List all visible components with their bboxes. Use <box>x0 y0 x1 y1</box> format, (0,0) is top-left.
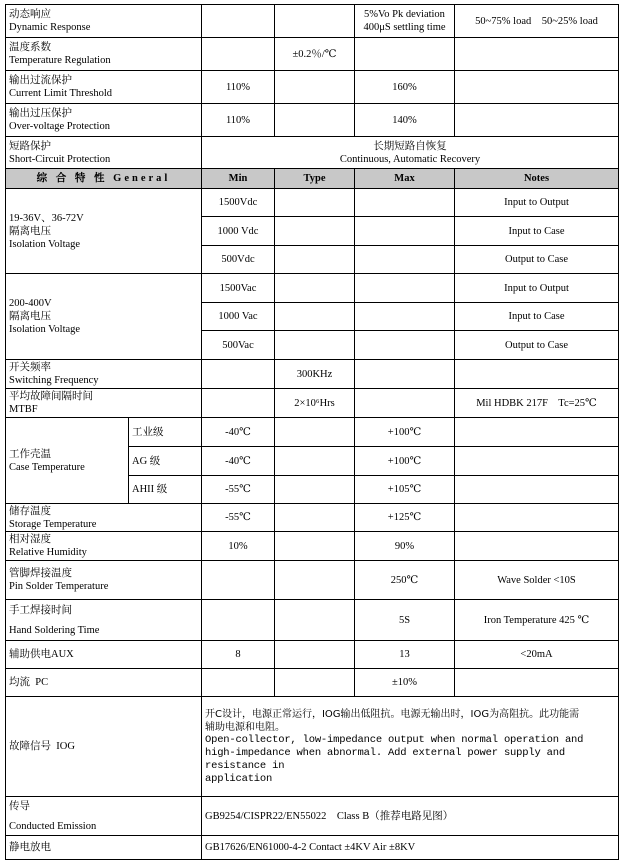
typ-cell <box>275 71 355 104</box>
typ-cell: ±0.2％/℃ <box>275 38 355 71</box>
value-en: Continuous, Automatic Recovery <box>339 153 481 165</box>
iog-zh-line: 开C设计，电源正常运行，IOG输出低阻抗。电源无输出时，IOG为高阻抗。此功能需 <box>205 708 580 720</box>
row-conducted-emission <box>6 797 619 836</box>
param-zh: 平均故障间隔时间 <box>9 391 93 402</box>
max-cell <box>355 217 455 246</box>
row-relative-humidity <box>6 532 619 561</box>
row-current-limit <box>6 71 619 104</box>
row-pc <box>6 669 619 697</box>
spec-table <box>5 4 619 860</box>
param-en: Switching Frequency <box>9 375 99 386</box>
param-cell <box>6 504 202 532</box>
param-cell: 静电放电 <box>6 836 202 860</box>
row-temperature-regulation <box>6 38 619 71</box>
max-cell <box>355 303 455 331</box>
grade-cell: AG 级 <box>129 447 202 476</box>
min-cell: -40℃ <box>202 418 275 447</box>
param-en: Hand Soldering Time <box>9 624 100 636</box>
param-cell <box>6 418 129 504</box>
max-cell: +125℃ <box>355 504 455 532</box>
typ-cell <box>275 246 355 274</box>
notes-cell <box>455 104 619 137</box>
min-cell: 10% <box>202 532 275 561</box>
notes-cell <box>455 418 619 447</box>
param-en: Dynamic Response <box>9 22 91 33</box>
row-storage-temperature <box>6 504 619 532</box>
general-header-row <box>6 169 619 189</box>
max-cell: 5S <box>355 600 455 641</box>
min-cell <box>202 389 275 418</box>
notes-cell: Output to Case <box>455 331 619 360</box>
typ-cell <box>275 189 355 217</box>
param-zh: 动态响应 <box>9 9 51 20</box>
notes-cell: <20mA <box>455 641 619 669</box>
param-zh: 温度系数 <box>9 42 51 53</box>
header-min: Min <box>202 169 275 189</box>
min-cell: -55℃ <box>202 476 275 504</box>
notes-cell <box>455 669 619 697</box>
param-cell <box>6 5 202 38</box>
min-cell <box>202 5 275 38</box>
param-en: MTBF <box>9 404 38 415</box>
row-esd <box>6 836 619 860</box>
notes-cell: Input to Output <box>455 189 619 217</box>
iog-zh-line: 辅助电源和电阻。 <box>205 721 285 733</box>
typ-cell <box>275 476 355 504</box>
row-case-temperature <box>6 418 619 447</box>
param-cell <box>6 71 202 104</box>
param-range: 200-400V <box>9 298 52 309</box>
typ-cell <box>275 303 355 331</box>
param-zh: 输出过压保护 <box>9 108 72 119</box>
max-cell: 250℃ <box>355 561 455 600</box>
param-cell <box>6 561 202 600</box>
row-aux <box>6 641 619 669</box>
typ-cell <box>275 669 355 697</box>
notes-cell: Mil HDBK 217F Tc=25℃ <box>455 389 619 418</box>
grade-cell: AHII 级 <box>129 476 202 504</box>
max-cell: ±10% <box>355 669 455 697</box>
min-cell: -55℃ <box>202 504 275 532</box>
max-cell <box>355 331 455 360</box>
param-cell <box>6 600 202 641</box>
min-cell: 500Vac <box>202 331 275 360</box>
min-cell: 1500Vac <box>202 274 275 303</box>
header-notes: Notes <box>455 169 619 189</box>
min-cell: 110% <box>202 71 275 104</box>
param-en: Isolation Voltage <box>9 324 81 335</box>
notes-cell: Iron Temperature 425 ℃ <box>455 600 619 641</box>
typ-cell <box>275 532 355 561</box>
typ-cell <box>275 331 355 360</box>
iog-en-line: application <box>205 772 273 785</box>
typ-cell <box>275 418 355 447</box>
max-cell: 160% <box>355 71 455 104</box>
param-en: Storage Temperature <box>9 518 97 530</box>
min-cell: 500Vdc <box>202 246 275 274</box>
typ-cell <box>275 600 355 641</box>
max-cell <box>355 189 455 217</box>
param-en: Temperature Regulation <box>9 55 111 66</box>
max-line: 5%Vo Pk deviation <box>364 9 445 20</box>
min-cell <box>202 600 275 641</box>
param-en: Relative Humidity <box>9 547 87 558</box>
row-switching-frequency <box>6 360 619 389</box>
typ-cell <box>275 504 355 532</box>
value-cell: GB9254/CISPR22/EN55022 Class B（推荐电路见图） <box>202 797 619 836</box>
notes-cell <box>455 476 619 504</box>
param-cell <box>6 389 202 418</box>
param-en: Over-voltage Protection <box>9 121 110 132</box>
param-zh: 隔离电压 <box>9 311 51 322</box>
param-zh: 工作壳温 <box>9 448 51 460</box>
typ-cell <box>275 104 355 137</box>
max-cell <box>355 246 455 274</box>
min-cell: 1000 Vdc <box>202 217 275 246</box>
value-cell: GB17626/EN61000-4-2 Contact ±4KV Air ±8KV <box>202 836 619 860</box>
typ-cell: 2×10⁶Hrs <box>275 389 355 418</box>
max-cell <box>355 5 455 38</box>
header-general: 综 合 特 性 General <box>6 169 202 189</box>
param-zh: 传导 <box>9 800 30 812</box>
param-zh: 输出过流保护 <box>9 75 72 86</box>
notes-cell: Input to Case <box>455 303 619 331</box>
param-zh: 短路保护 <box>9 140 51 152</box>
max-cell: +105℃ <box>355 476 455 504</box>
param-zh: 开关频率 <box>9 362 51 373</box>
max-cell <box>355 274 455 303</box>
param-range: 19-36V、36-72V <box>9 212 84 224</box>
min-cell: 1000 Vac <box>202 303 275 331</box>
grade-cell: 工业级 <box>129 418 202 447</box>
header-max: Max <box>355 169 455 189</box>
max-cell <box>355 360 455 389</box>
param-cell: 均流 PC <box>6 669 202 697</box>
param-cell <box>6 104 202 137</box>
value-zh: 长期短路自恢复 <box>373 140 447 152</box>
max-cell <box>355 389 455 418</box>
row-iog <box>6 697 619 797</box>
param-cell <box>6 137 202 169</box>
notes-cell: Input to Output <box>455 274 619 303</box>
min-cell: 8 <box>202 641 275 669</box>
typ-cell <box>275 274 355 303</box>
param-en: Isolation Voltage <box>9 238 81 250</box>
row-short-circuit <box>6 137 619 169</box>
param-en: Case Temperature <box>9 461 85 473</box>
min-cell: 110% <box>202 104 275 137</box>
min-cell <box>202 38 275 71</box>
param-zh: 储存温度 <box>9 505 51 517</box>
notes-cell <box>455 532 619 561</box>
param-zh: 隔离电压 <box>9 225 51 237</box>
notes-cell <box>455 504 619 532</box>
max-line: 400μS settling time <box>363 22 446 33</box>
min-cell: 1500Vdc <box>202 189 275 217</box>
row-isolation-dc <box>6 189 619 217</box>
header-typ: Type <box>275 169 355 189</box>
param-cell <box>6 797 202 836</box>
typ-cell <box>275 5 355 38</box>
notes-cell <box>455 360 619 389</box>
param-cell: 故障信号 IOG <box>6 697 202 797</box>
iog-description <box>202 697 619 797</box>
notes-cell: Output to Case <box>455 246 619 274</box>
max-cell <box>355 38 455 71</box>
typ-cell <box>275 217 355 246</box>
row-isolation-ac <box>6 274 619 303</box>
param-cell: 辅助供电AUX <box>6 641 202 669</box>
min-cell <box>202 561 275 600</box>
param-cell <box>6 189 202 274</box>
notes-cell <box>455 71 619 104</box>
param-en: Conducted Emission <box>9 820 97 832</box>
typ-cell: 300KHz <box>275 360 355 389</box>
max-cell: 13 <box>355 641 455 669</box>
min-cell: -40℃ <box>202 447 275 476</box>
row-pin-solder <box>6 561 619 600</box>
iog-en-line: Open-collector, low-impedance output when normal operation and <box>205 733 584 746</box>
iog-en-line: high-impedance when abnormal. Add external power supply and resistance in <box>205 746 565 772</box>
param-en: Current Limit Threshold <box>9 88 113 99</box>
max-cell: 90% <box>355 532 455 561</box>
typ-cell <box>275 561 355 600</box>
param-cell <box>6 38 202 71</box>
param-en: Pin Solder Temperature <box>9 581 109 592</box>
param-en: Short-Circuit Protection <box>9 153 111 165</box>
notes-cell: Wave Solder <10S <box>455 561 619 600</box>
row-over-voltage <box>6 104 619 137</box>
min-cell <box>202 360 275 389</box>
max-cell: +100℃ <box>355 447 455 476</box>
param-cell <box>6 360 202 389</box>
max-cell: 140% <box>355 104 455 137</box>
param-cell <box>6 532 202 561</box>
notes-cell: 50~75% load 50~25% load <box>455 5 619 38</box>
value-cell <box>202 137 619 169</box>
param-zh: 管脚焊接温度 <box>9 568 72 579</box>
typ-cell <box>275 447 355 476</box>
param-zh: 手工焊接时间 <box>9 604 72 616</box>
min-cell <box>202 669 275 697</box>
row-hand-soldering <box>6 600 619 641</box>
typ-cell <box>275 641 355 669</box>
notes-cell <box>455 447 619 476</box>
notes-cell: Input to Case <box>455 217 619 246</box>
row-mtbf <box>6 389 619 418</box>
param-zh: 相对湿度 <box>9 534 51 545</box>
notes-cell <box>455 38 619 71</box>
param-cell <box>6 274 202 360</box>
max-cell: +100℃ <box>355 418 455 447</box>
row-dynamic-response <box>6 5 619 38</box>
